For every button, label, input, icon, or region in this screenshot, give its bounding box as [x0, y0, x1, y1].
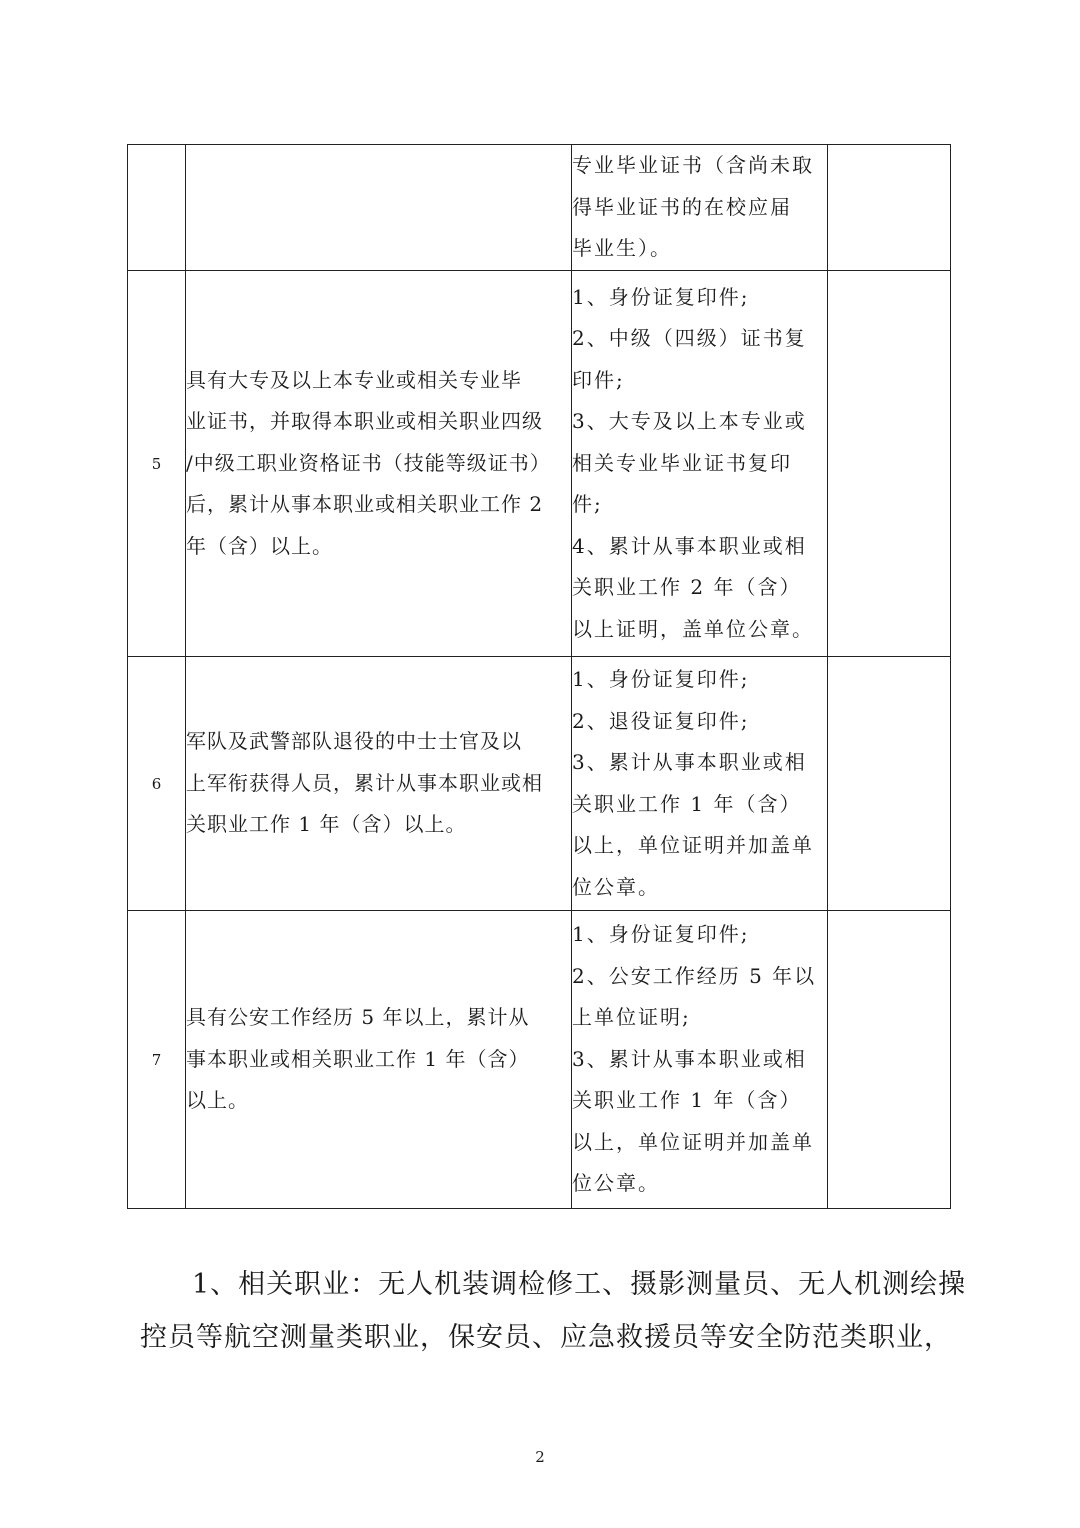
material-line: 1、身份证复印件;: [572, 667, 750, 691]
material-line: 以上，单位证明并加盖单: [572, 833, 814, 857]
material-line: 以上证明，盖单位公章。: [572, 616, 814, 641]
requirements-table: [127, 144, 951, 1209]
material-line: 毕业生）。: [572, 236, 672, 261]
material-line: 4、累计从事本职业或相: [572, 533, 807, 558]
material-line: 相关专业毕业证书复印: [572, 450, 792, 475]
materials-cell: [572, 657, 828, 911]
table-row: [128, 145, 951, 271]
material-line: 关职业工作 1 年（含）: [572, 791, 802, 816]
condition-line: /中级工职业资格证书（技能等级证书）: [186, 450, 551, 475]
condition-line: 具有公安工作经历 5 年以上，累计从: [186, 1005, 530, 1030]
note-line: 1、相关职业：无人机装调检修工、摄影测量员、无人机测绘操: [192, 1269, 967, 1300]
table-row: [128, 657, 951, 911]
material-line: 印件;: [572, 367, 625, 392]
condition-line: 后，累计从事本职业或相关职业工作 2: [186, 492, 544, 517]
condition-line: 具有大专及以上本专业或相关专业毕: [186, 367, 522, 392]
material-line: 3、累计从事本职业或相: [572, 750, 807, 774]
material-line: 3、累计从事本职业或相: [572, 1046, 807, 1071]
materials-cell: [572, 145, 828, 271]
row-number-cell: 6: [128, 657, 186, 911]
material-line: 1、身份证复印件;: [572, 922, 750, 947]
notes-section: [140, 1258, 1020, 1364]
material-line: 专业毕业证书（含尚未取: [572, 153, 814, 178]
remarks-cell: [828, 271, 951, 657]
material-line: 关职业工作 2 年（含）: [572, 575, 802, 600]
material-line: 2、退役证复印件;: [572, 708, 750, 733]
condition-line: 年（含）以上。: [186, 533, 333, 558]
condition-cell: [186, 145, 572, 271]
remarks-cell: [828, 145, 951, 271]
material-line: 位公章。: [572, 874, 660, 899]
material-line: 2、公安工作经历 5 年以: [572, 963, 817, 988]
condition-line: 以上。: [186, 1088, 249, 1113]
condition-line: 关职业工作 1 年（含）以上。: [186, 812, 467, 837]
page-number: 2: [535, 1448, 545, 1466]
remarks-cell: [828, 657, 951, 911]
material-line: 关职业工作 1 年（含）: [572, 1088, 802, 1113]
row-number-cell: [128, 145, 186, 271]
table-row: [128, 271, 951, 657]
material-line: 得毕业证书的在校应届: [572, 194, 792, 219]
material-line: 件;: [572, 492, 603, 517]
table-row: [128, 911, 951, 1209]
remarks-cell: [828, 911, 951, 1209]
material-line: 以上，单位证明并加盖单: [572, 1129, 814, 1154]
materials-cell: [572, 911, 828, 1209]
row-number-cell: 7: [128, 911, 186, 1209]
material-line: 2、中级（四级）证书复: [572, 326, 807, 351]
condition-cell: [186, 271, 572, 657]
condition-cell: [186, 657, 572, 911]
note-line: 控员等航空测量类职业，保安员、应急救援员等安全防范类职业，: [140, 1322, 952, 1353]
condition-line: 事本职业或相关职业工作 1 年（含）: [186, 1046, 530, 1071]
material-line: 1、身份证复印件;: [572, 284, 750, 309]
condition-line: 业证书，并取得本职业或相关职业四级: [186, 409, 543, 434]
material-line: 3、大专及以上本专业或: [572, 409, 807, 434]
material-line: 上单位证明;: [572, 1005, 691, 1030]
materials-cell: [572, 271, 828, 657]
condition-line: 上军衔获得人员，累计从事本职业或相: [186, 770, 543, 795]
row-number-cell: 5: [128, 271, 186, 657]
condition-line: 军队及武警部队退役的中士士官及以: [186, 729, 522, 754]
condition-cell: [186, 911, 572, 1209]
material-line: 位公章。: [572, 1171, 660, 1196]
